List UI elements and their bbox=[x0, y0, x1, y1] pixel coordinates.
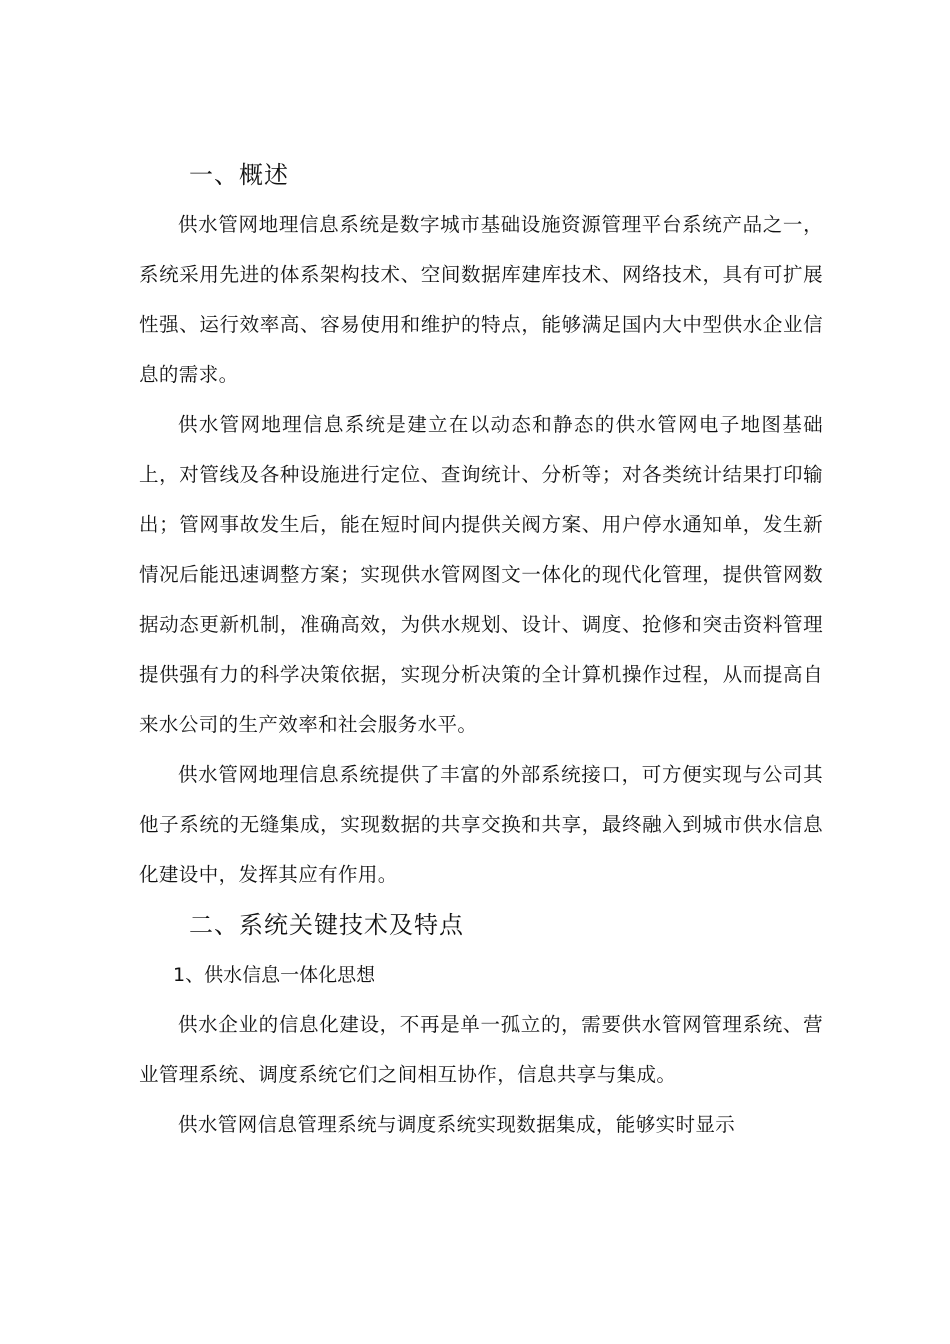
paragraph: 供水企业的信息化建设，不再是单一孤立的，需要供水管网管理系统、营业管理系统、调度系统它们之间相互协作，信息共享与集成。 bbox=[139, 1013, 823, 1086]
document-body bbox=[139, 150, 823, 1150]
subsection-title-integration: 1、供水信息一体化思想 bbox=[173, 964, 376, 986]
paragraph: 供水管网地理信息系统提供了丰富的外部系统接口，可方便实现与公司其他子系统的无缝集成，实现数据的共享交换和共享，最终融入到城市供水信息化建设中，发挥其应有作用。 bbox=[139, 763, 823, 886]
section-title-key-technologies: 二、系统关键技术及特点 bbox=[189, 911, 464, 939]
paragraph: 供水管网信息管理系统与调度系统实现数据集成，能够实时显示 bbox=[178, 1113, 736, 1136]
paragraph: 供水管网地理信息系统是建立在以动态和静态的供水管网电子地图基础上，对管线及各种设施进行定位、查询统计、分析等；对各类统计结果打印输出；管网事故发生后，能在短时间内提供关阀方案、用户停水通知单，发生新情况后能迅速调整方案；实现供水管网图文一体化的现代化管理，提供管网数据动态更新机制，准确高效，为供水规划、设计、调度、抢修和突击资料管理提供强有力的科学决策依据，实现分析决策的全计算机操作过程，从而提高自来水公司的生产效率和社会服务水平。 bbox=[139, 413, 823, 736]
paragraph: 供水管网地理信息系统是数字城市基础设施资源管理平台系统产品之一，系统采用先进的体系架构技术、空间数据库建库技术、网络技术，具有可扩展性强、运行效率高、容易使用和维护的特点，能够满足国内大中型供水企业信息的需求。 bbox=[139, 213, 823, 386]
section-title-overview: 一、概述 bbox=[189, 161, 289, 189]
